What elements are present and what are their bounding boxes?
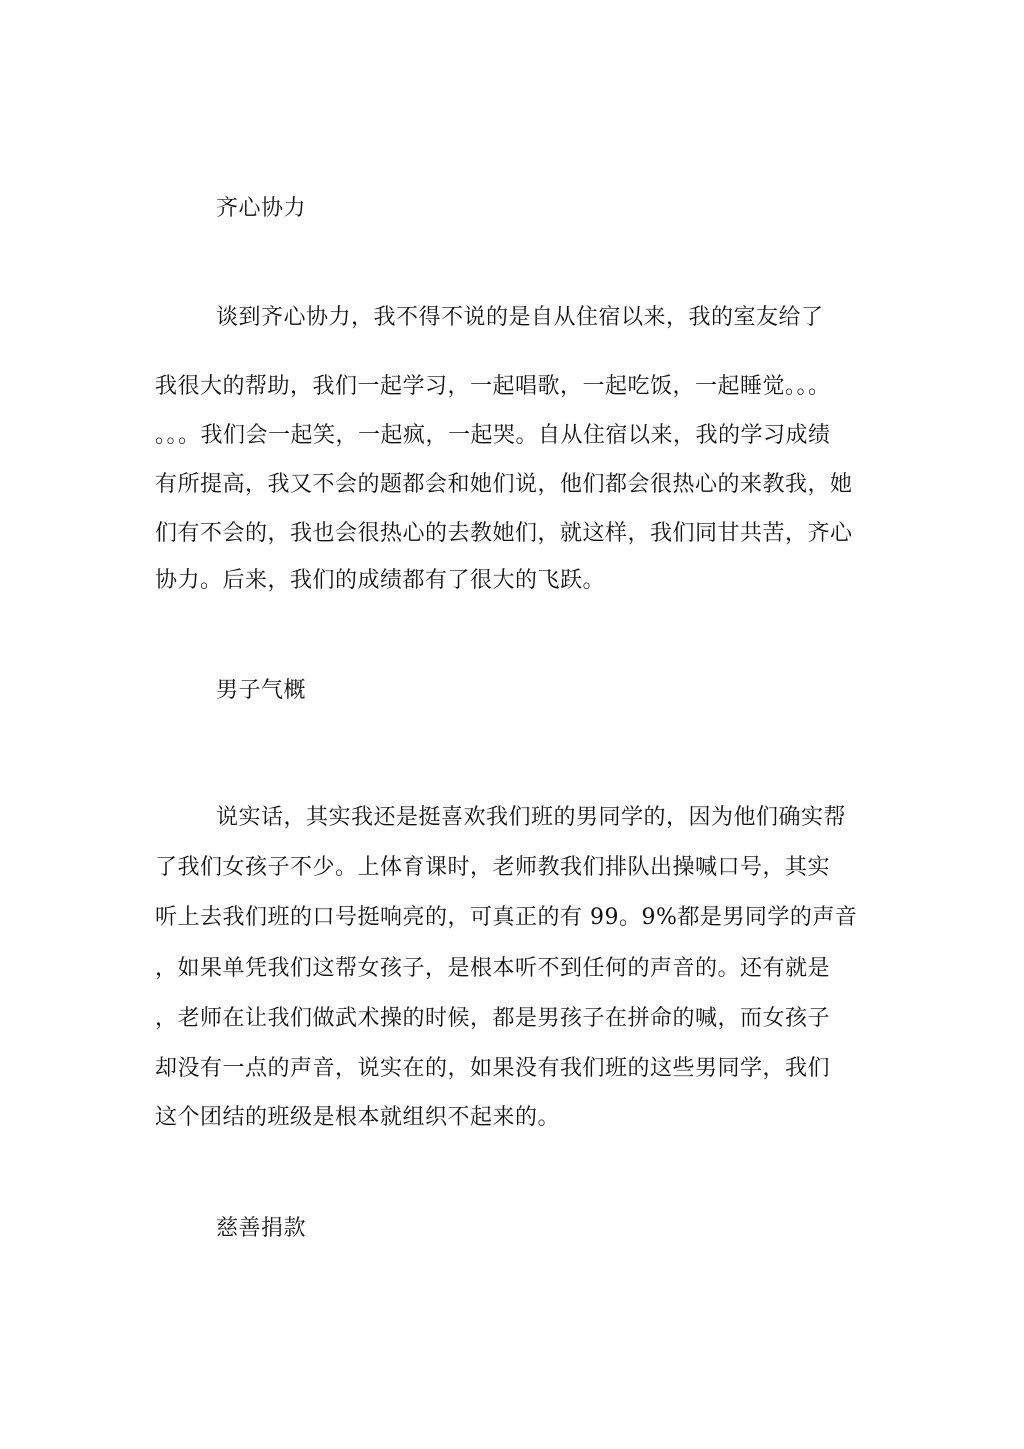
paragraph-1-line-4: 有所提高，我又不会的题都会和她们说，他们都会很热心的来教我，她 (155, 472, 853, 497)
section-heading-3: 慈善捐款 (216, 1216, 307, 1241)
paragraph-2-line-6: 却没有一点的声音，说实在的，如果没有我们班的这些男同学，我们 (155, 1056, 831, 1081)
paragraph-2-line-3: 听上去我们班的口号挺响亮的，可真正的有 99。9%都是男同学的声音 (155, 905, 858, 930)
paragraph-1-line-1: 谈到齐心协力，我不得不说的是自从住宿以来，我的室友给了 (216, 305, 824, 330)
section-heading-1: 齐心协力 (216, 196, 307, 221)
paragraph-2-line-2: 了我们女孩子不少。上体育课时，老师教我们排队出操喊口号，其实 (155, 855, 831, 880)
paragraph-2-line-4: ，如果单凭我们这帮女孩子，是根本听不到任何的声音的。还有就是 (155, 956, 831, 981)
paragraph-1-line-2: 我很大的帮助，我们一起学习，一起唱歌，一起吃饭，一起睡觉。。。 (155, 374, 831, 399)
paragraph-2-line-7: 这个团结的班级是根本就组织不起来的。 (155, 1105, 561, 1130)
paragraph-1-line-5: 们有不会的，我也会很热心的去教她们，就这样，我们同甘共苦，齐心 (155, 521, 853, 546)
section-heading-2: 男子气概 (216, 678, 307, 703)
paragraph-2-line-1: 说实话，其实我还是挺喜欢我们班的男同学的，因为他们确实帮 (216, 805, 847, 830)
paragraph-2-line-5: ，老师在让我们做武术操的时候，都是男孩子在拼命的喊，而女孩子 (155, 1006, 831, 1031)
paragraph-1-line-3: 。。。我们会一起笑，一起疯，一起哭。自从住宿以来，我的学习成绩 (155, 423, 831, 448)
paragraph-1-line-6: 协力。后来，我们的成绩都有了很大的飞跃。 (155, 568, 606, 593)
